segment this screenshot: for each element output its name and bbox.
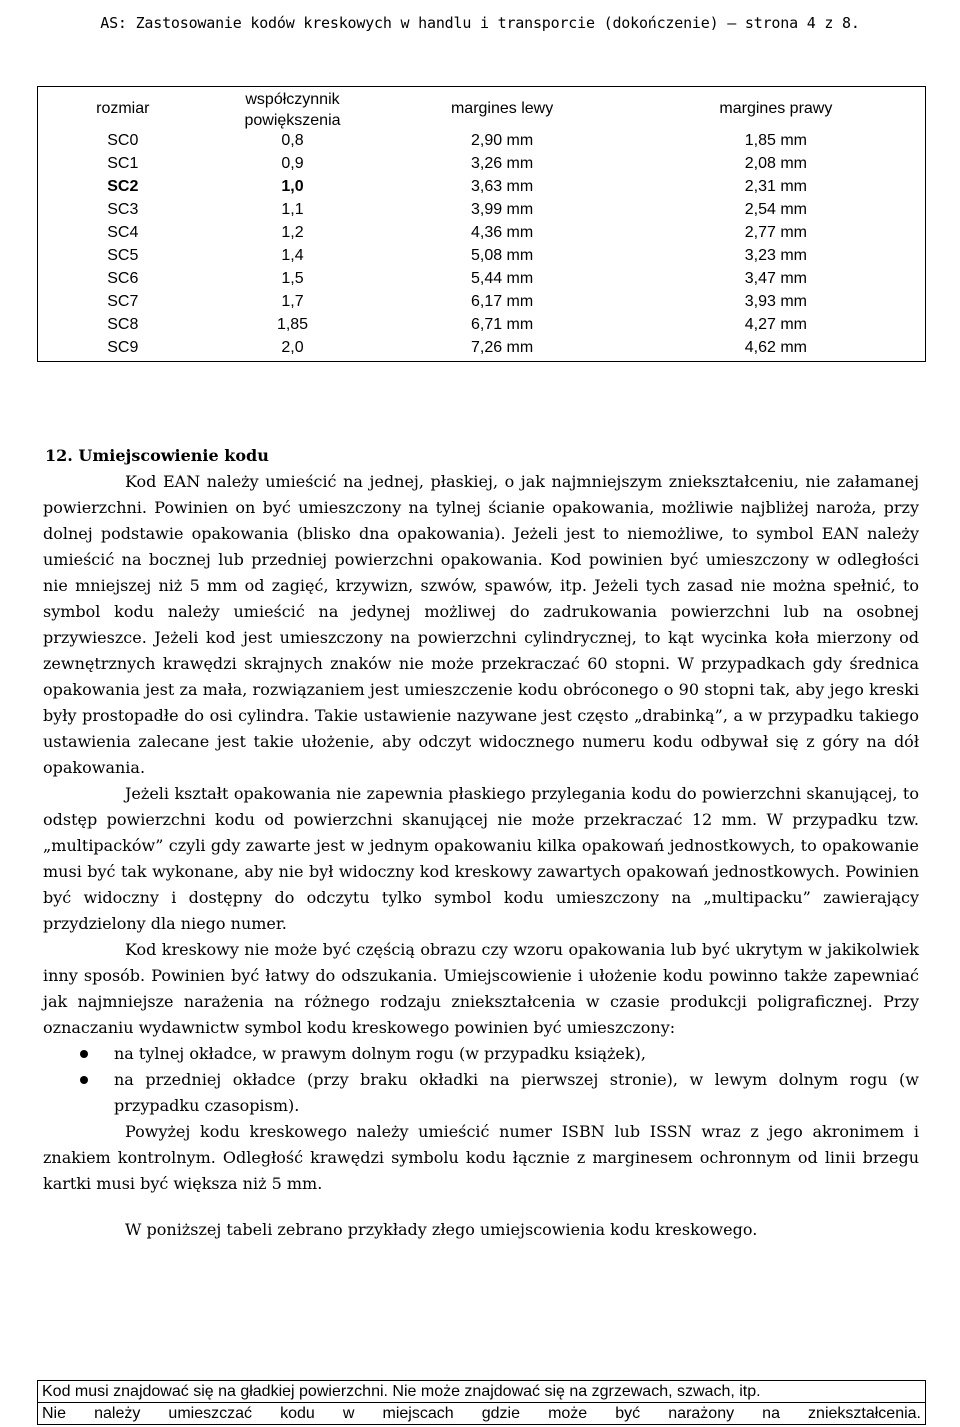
table-cell: 0,8 (281, 132, 304, 149)
table-cell: 2,0 (281, 339, 304, 356)
table-cell: 2,54 mm (744, 201, 808, 218)
table-cell: 1,5 (281, 270, 304, 287)
col-header-right-margin: margines prawy (719, 100, 833, 117)
table-cell: 1,1 (281, 201, 304, 218)
table-row (38, 315, 926, 338)
table-cell: 3,93 mm (744, 293, 808, 310)
table-header-row (38, 87, 926, 132)
table-cell: SC5 (107, 247, 139, 264)
section-heading: 12. Umiejscowienie kodu (45, 446, 269, 465)
table-cell: 1,7 (281, 293, 304, 310)
table-cell: 3,63 mm (470, 178, 534, 195)
table-cell: SC0 (107, 132, 139, 149)
table-cell: SC3 (107, 201, 139, 218)
table-cell: 1,0 (281, 178, 304, 195)
table-row (38, 269, 926, 292)
table-cell: 4,36 mm (470, 224, 534, 241)
table-cell: 1,85 mm (744, 132, 808, 149)
table-row (38, 246, 926, 269)
paragraph-2: Jeżeli kształt opakowania nie zapewnia płaskiego przylegania kodu do powierzchni skanującej, to odstęp powierzchni kodu od powierzchni skanującej nie może przekraczać 12 mm. W przypadku tzw. „multipacków” czyli gdy zawarte jest w jednym opakowaniu kilka opakowań jednostkowych, to opakowanie musi być tak wykonane, aby nie był widoczny kod kreskowy zawartych opakowań jednostkowych. Powinien być widoczny i dostępny do odczytu tylko symbol kodu umieszczony na „multipacku” zawierający przydzielony dla niego numer. (43, 784, 919, 933)
list-item: na przedniej okładce (przy braku okładki na pierwszej stronie), w lewym dolnym rogu (w przypadku czasopism). (43, 1067, 919, 1119)
table-cell: SC7 (107, 293, 139, 310)
table-cell: Kod musi znajdować się na gładkiej powierzchni. Nie może znajdować się na zgrzewach, szwach, itp. (38, 1381, 926, 1403)
table-cell: 3,99 mm (470, 201, 534, 218)
table-cell: SC1 (107, 155, 139, 172)
table-cell: SC9 (107, 339, 139, 356)
table-cell: 1,85 (276, 316, 309, 333)
table-row (38, 154, 926, 177)
table-cell: 7,26 mm (470, 339, 534, 356)
table-cell: 1,4 (281, 247, 304, 264)
table-cell: 2,77 mm (744, 224, 808, 241)
table-row (38, 177, 926, 200)
list-item: na tylnej okładce, w prawym dolnym rogu (w przypadku książek), (43, 1041, 919, 1067)
col-header-left-margin: margines lewy (450, 100, 554, 117)
size-table (37, 86, 926, 362)
paragraph-1: Kod EAN należy umieścić na jednej, płaskiej, o jak najmniejszym zniekształceniu, nie załamanej powierzchni. Powinien on być umieszczony na tylnej ścianie opakowania, możliwie najbliżej naroża, przy dolnej podstawie opakowania (blisko dna opakowania). Jeżeli jest to niemożliwe, to symbol EAN należy umieścić na bocznej lub przedniej powierzchni opakowania. Kod powinien być umieszczony w odległości nie mniejszej niż 5 mm od zagięć, krzywizn, szwów, spawów, itp. Jeżeli tych zasad nie można spełnić, to symbol kodu należy umieścić na jedynej możliwej do zadrukowania powierzchni lub na osobnej przywieszce. Jeżeli kod jest umieszczony na powierzchni cylindrycznej, to kąt wycinka koła mierzony od zewnętrznych krawędzi skrajnych znaków nie może przekraczać 60 stopni. W przypadkach gdy średnica opakowania jest za mała, rozwiązaniem jest umieszczenie kodu obróconego o 90 stopni tak, aby jego kreski były prostopadłe do osi cylindra. Takie ustawienie nazywane jest często „drabinką”, a w przypadku takiego ustawienia zalecane jest takie ułożenie, aby odczyt widocznego numeru kodu odbywał się z góry na dół opakowania. (43, 472, 919, 777)
table-cell: 3,26 mm (470, 155, 534, 172)
table-cell: 4,27 mm (744, 316, 808, 333)
table-cell: 2,31 mm (744, 178, 808, 195)
table-row (38, 1381, 926, 1403)
table-row (38, 131, 926, 154)
bullet-list (43, 1041, 919, 1119)
table-row (38, 292, 926, 315)
page-header: AS: Zastosowanie kodów kreskowych w handlu i transporcie (dokończenie) – strona 4 z 8. (100, 14, 860, 32)
table-cell: SC8 (107, 316, 139, 333)
table-cell: 4,62 mm (744, 339, 808, 356)
table-row (38, 200, 926, 223)
paragraph-3: Kod kreskowy nie może być częścią obrazu czy wzoru opakowania lub być ukrytym w jakikolwiek inny sposób. Powinien być łatwy do odszukania. Umiejscowienie i ułożenie kodu powinno także zapewniać jak najmniejsze narażenia na różnego rodzaju zniekształcenia w czasie produkcji poligraficznej. Przy oznaczaniu wydawnictw symbol kodu kreskowego powinien być umieszczony: (43, 940, 919, 1037)
table-cell: 6,71 mm (470, 316, 534, 333)
table-cell: 1,2 (281, 224, 304, 241)
table-cell: 3,47 mm (744, 270, 808, 287)
table-cell: 0,9 (281, 155, 304, 172)
table-cell: SC4 (107, 224, 139, 241)
col-header-factor: współczynnik powiększenia (244, 91, 341, 129)
table-cell: SC2 (107, 178, 139, 195)
bad-placement-table (37, 1380, 926, 1425)
table-cell: SC6 (107, 270, 139, 287)
table-cell: Nie należy umieszczać kodu w miejscach gdzie może być narażony na zniekształcenia. (38, 1403, 926, 1425)
main-content (43, 443, 919, 1243)
table-row (38, 338, 926, 362)
paragraph-4: Powyżej kodu kreskowego należy umieścić numer ISBN lub ISSN wraz z jego akronimem i znakiem kontrolnym. Odległość krawędzi symbolu kodu łącznie z marginesem ochronnym od linii brzegu kartki musi być większa niż 5 mm. (43, 1122, 919, 1193)
table-cell: 2,90 mm (470, 132, 534, 149)
table-cell: 6,17 mm (470, 293, 534, 310)
table-cell: 2,08 mm (744, 155, 808, 172)
table-cell: 5,44 mm (470, 270, 534, 287)
col-header-size: rozmiar (96, 100, 150, 117)
table-row (38, 1403, 926, 1425)
table-cell: 5,08 mm (470, 247, 534, 264)
table-cell: 3,23 mm (744, 247, 808, 264)
table-row (38, 223, 926, 246)
paragraph-5: W poniższej tabeli zebrano przykłady złego umiejscowienia kodu kreskowego. (125, 1220, 758, 1239)
